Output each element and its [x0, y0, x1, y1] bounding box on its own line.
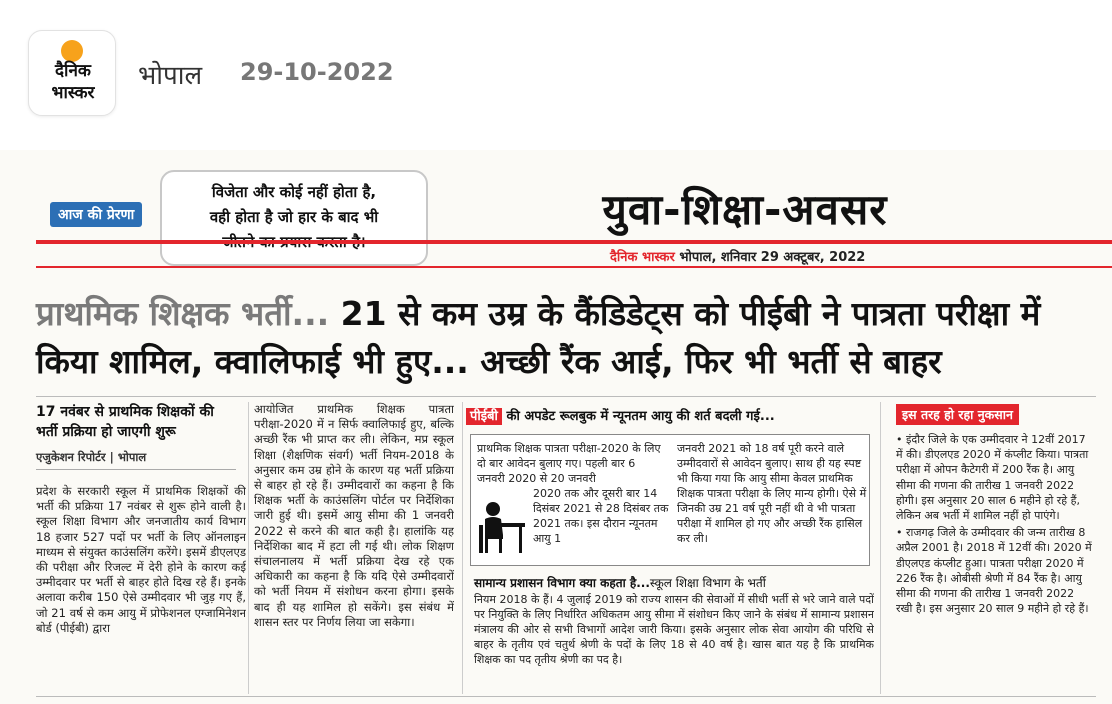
section-heading — [474, 574, 874, 591]
box-heading-text: की अपडेट रूलबुक में न्यूनतम आयु की शर्त बदली गई... — [501, 409, 775, 424]
app-header — [0, 0, 1112, 150]
edition-brand: दैनिक भास्कर — [610, 250, 675, 265]
sun-icon — [61, 40, 83, 62]
divider — [36, 696, 1096, 697]
info-box-text: 2020 तक और दूसरी बार 14 दिसंबर 2021 से 28 दिसंबर तक 2021 तक। इस दौरान न्यूनतम आयु 1 — [533, 487, 669, 545]
box-heading — [466, 406, 876, 424]
column-divider — [462, 402, 463, 694]
prerna-tag: आज की प्रेरणा — [50, 202, 142, 227]
quote-line: विजेता और कोई नहीं होता है, — [211, 183, 377, 201]
sidebar-heading: इस तरह हो रहा नुकसान — [896, 404, 1019, 425]
divider — [36, 266, 1112, 268]
info-box — [470, 434, 870, 566]
column-divider — [248, 402, 249, 694]
quote-line: वही होता है जो हार के बाद भी — [209, 208, 379, 226]
case-item: • इंदौर जिले के एक उम्मीदवार ने 12वीं 2017 में की। डीएलएड 2020 में कंप्लीट किया। पात्रता परीक्षा में ओपन कैटेगरी में 200 रैंक है। आयु सीमा की गणना की तारीख 1 जनवरी 2022 होगी। इस अनुसार 20 साल 6 महीने हो रहे हैं, लेकिन अब भर्ती में शामिल नहीं हो पाएंगे। — [896, 433, 1089, 523]
info-box-text: जनवरी 2021 को 18 वर्ष पूरी करने वाले उम्मीदवारों से आवेदन बुलाए। साथ ही यह स्पष्ट भी किया गया कि आयु सीमा केवल प्राथमिक शिक्षक पात्रता परीक्षा के लिए मान्य होगी। ऐसे में जिनकी उम्र 21 वर्ष पूरी नहीं थी वे भी पात्रता परीक्षा में शामिल हो गए और अच्छी रैंक हासिल कर ली। — [677, 442, 867, 545]
newspaper-page — [0, 150, 1112, 704]
page-masthead: युवा-शिक्षा-अवसर — [602, 185, 888, 234]
edition-details: भोपाल, शनिवार 29 अक्टूबर, 2022 — [674, 250, 866, 265]
headline-main: 21 से कम उम्र के कैंडिडेट्स को पीईबी ने पात्रता परीक्षा में किया शामिल, क्वालिफाई भी हुए... अच्छी रैंक आई, फिर भी भर्ती से बाहर — [36, 294, 1041, 381]
gad-heading: सामान्य प्रशासन विभाग क्या कहता है... — [474, 576, 650, 590]
student-at-desk-icon — [477, 499, 527, 555]
gad-heading-rest: स्कूल शिक्षा विभाग के भर्ती — [649, 576, 766, 590]
byline: एजुकेशन रिपोर्टर | भोपाल — [36, 450, 236, 470]
article-column: नियम 2018 के हैं। 4 जुलाई 2019 को राज्य शासन की सेवाओं में सीधी भर्ती से भरे जाने वाले पदों पर नियुक्ति के लिए निर्धारित अधिकतम आयु सीमा में संशोधन किए जाने के संबंध में सामान्य प्रशासन मंत्रालय की ओर से सभी विभागों आदेश जारी किया। इसके अनुसार लोक सेवा आयोग की परिधि से बाहर के तृतीय एवं चतुर्थ श्रेणी के पदों के लिए 18 से 40 वर्ष है। खास बात यह है कि प्राथमिक शिक्षक का पद तृतीय श्रेणी का पद है। — [474, 593, 874, 666]
article-subhead: 17 नवंबर से प्राथमिक शिक्षकों की भर्ती प्रक्रिया हो जाएगी शुरू — [36, 404, 214, 440]
article-column: आयोजित प्राथमिक शिक्षक पात्रता परीक्षा-2020 में न सिर्फ क्वालिफाई हुए, बल्कि अच्छी रैंक भी प्राप्त कर ली। लेकिन, मप्र स्कूल शिक्षा (शैक्षणिक संवर्ग) भर्ती नियम-2018 के अनुसार कम उम्र होने के कारण यह भर्ती प्रक्रिया से बाहर हो रहे हैं। उम्मीदवारों का कहना है कि शिक्षक भर्ती के काउंसलिंग पोर्टल पर निर्देशिका जारी हुई थी। इसमें आयु सीमा की 1 जनवरी 2022 से करने की बात कही है। हालांकि यह निर्देशिका बाद में हटा ली गई थी। लोक शिक्षण संचालनालय में भर्ती प्रक्रिया देख रहे एक अधिकारी का कहना है कि यदि ऐसे उम्मीदवारों को भर्ती नियम में संशोधन करना होगा। इसके बाद ही यह शामिल हो सकेंगे। इस संबंध में शासन स्तर पर निर्णय लिया जा सकेगा। — [254, 402, 454, 629]
sidebar-column — [896, 432, 1092, 694]
divider — [36, 396, 1096, 397]
logo-text-line1: दैनिक — [55, 61, 91, 81]
peb-tag: पीईबी — [466, 408, 502, 425]
divider — [36, 240, 1112, 244]
edition-date: 29-10-2022 — [240, 58, 394, 86]
quote-box — [160, 170, 428, 266]
case-item: • राजगढ़ जिले के उम्मीदवार की जन्म तारीख 8 अप्रैल 2001 है। 2018 में 12वीं की। 2020 में डीएलएड कंप्लीट हुआ। पात्रता परीक्षा 2020 में 226 रैंक है। ओबीसी श्रेणी में 84 रैंक है। आयु सीमा की गणना की तारीख 1 जनवरी 2022 रखी है। इस अनुसार 20 साल 9 महीने हो रहे हैं। — [896, 526, 1092, 616]
dainik-bhaskar-logo[interactable] — [28, 30, 116, 116]
info-box-text: प्राथमिक शिक्षक पात्रता परीक्षा-2020 के लिए दो बार आवेदन बुलाए गए। पहली बार 6 जनवरी 2020 से 20 जनवरी — [477, 442, 661, 485]
edition-city: भोपाल — [138, 61, 203, 91]
article-column: प्रदेश के सरकारी स्कूल में प्राथमिक शिक्षकों की भर्ती की प्रक्रिया 17 नवंबर से शुरू होने वाली है। स्कूल शिक्षा विभाग और जनजातीय कार्य विभाग 18 हजार 527 पदों पर भर्ती के लिए ऑनलाइन माध्यम से संयुक्त काउंसलिंग करेंगे। इसमें डीएलएड की परीक्षा और रिजल्ट में देरी होने के कारण कई उम्मीदवार पर भर्ती से बाहर होते दिख रहे हैं। इनके अलावा करीब 150 ऐसे उम्मीदवार भी जुड़ गए हैं, जो 21 वर्ष से कम आयु में प्रोफेशनल एग्जामिनेशन बोर्ड (पीईबी) द्वारा — [36, 484, 246, 635]
edition-line — [610, 247, 865, 265]
headline-kicker: प्राथमिक शिक्षक भर्ती... — [36, 294, 330, 333]
page-title — [36, 290, 1106, 386]
column-divider — [880, 402, 881, 694]
logo-text-line2: भास्कर — [51, 83, 95, 103]
